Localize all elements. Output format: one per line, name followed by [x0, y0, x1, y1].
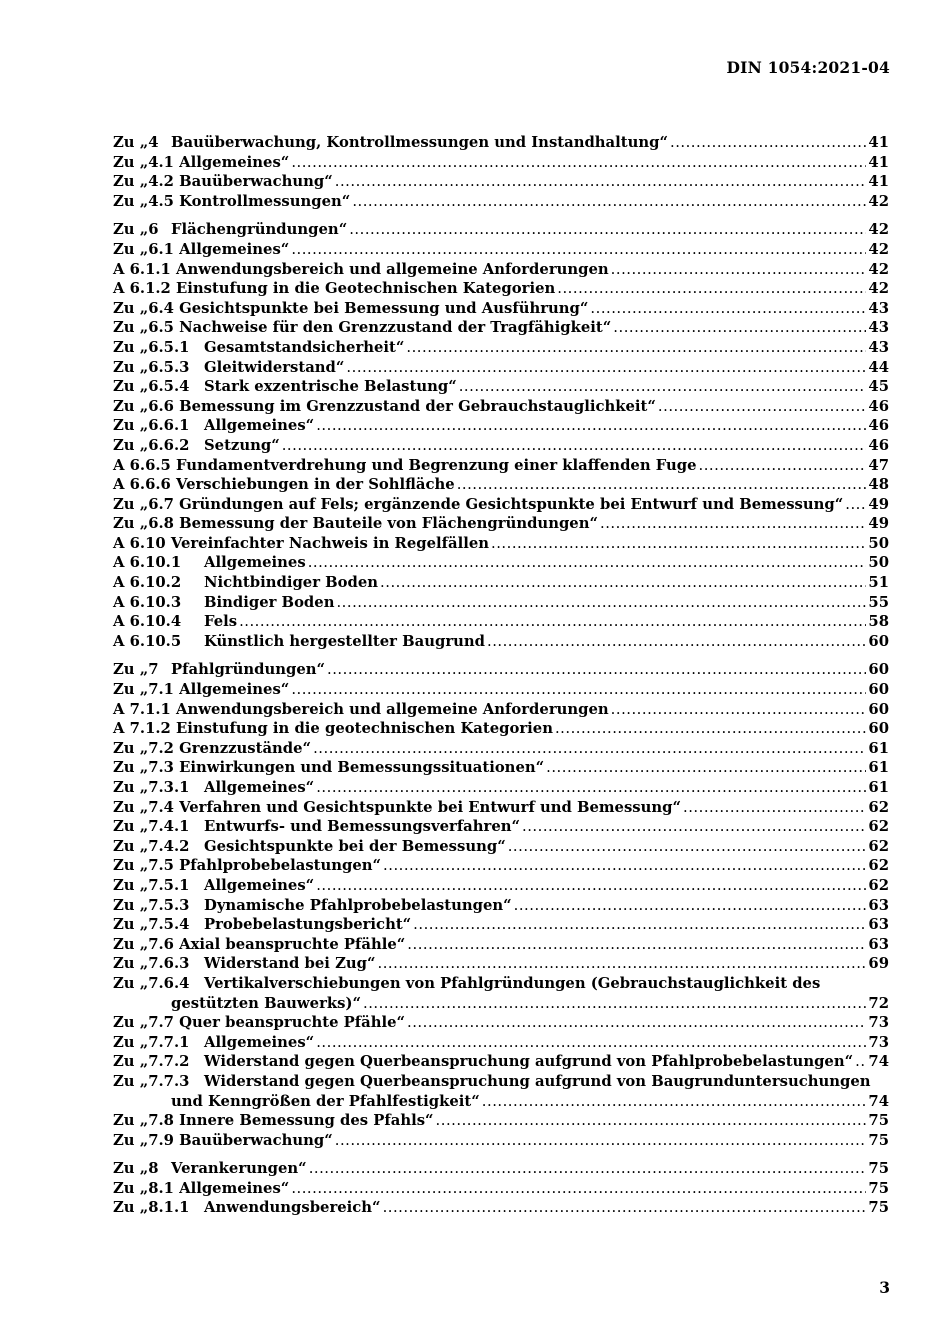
toc-entry[interactable]	[113, 397, 889, 417]
toc-entry-title: Bindiger Boden	[204, 593, 335, 611]
toc-leader-dots	[346, 358, 866, 378]
toc-entry-number: Zu „7.4.2	[113, 837, 190, 855]
toc-leader-dots	[436, 1111, 867, 1131]
toc-entry-page: 62	[868, 818, 889, 836]
toc-entry-title: Zu „7.8 Innere Bemessung des Pfahls“	[113, 1112, 434, 1130]
toc-leader-dots	[383, 856, 866, 876]
toc-leader-dots	[459, 377, 867, 397]
toc-entry[interactable]	[113, 1131, 889, 1151]
toc-leader-dots	[555, 719, 866, 739]
toc-entry-title: Allgemeines“	[204, 876, 315, 894]
toc-entry-number: Zu „7.5.1	[113, 876, 190, 894]
toc-entry-number: Zu „7.7.1	[113, 1033, 190, 1051]
toc-entry-title: Vertikalverschiebungen von Pfahlgründungen (Gebrauchstauglichkeit des	[204, 974, 821, 992]
toc-leader-dots	[309, 1159, 867, 1179]
toc-entry-number: Zu „6.5.3	[113, 358, 190, 376]
toc-entry-number: Zu „7.5.3	[113, 896, 190, 914]
page-number: 3	[879, 1278, 890, 1297]
toc-entry-title: Widerstand gegen Querbeanspruchung aufgrund von Baugrunduntersuchungen	[204, 1072, 871, 1090]
toc-entry[interactable]	[113, 896, 889, 916]
toc-entry-page: 42	[868, 280, 889, 298]
toc-entry[interactable]	[113, 1072, 889, 1092]
toc-entry-title: Gesamtstandsicherheit“	[204, 338, 405, 356]
toc-entry-page: 46	[868, 436, 889, 454]
toc-entry[interactable]	[113, 856, 889, 876]
toc-entry-page: 75	[868, 1112, 889, 1130]
toc-entry[interactable]	[113, 1198, 889, 1218]
toc-entry-number: Zu „7.3.1	[113, 779, 190, 796]
toc-leader-dots	[336, 593, 866, 613]
toc-entry-title: Dynamische Pfahlprobebelastungen“	[204, 896, 512, 914]
toc-entry-number: A 6.10.5	[113, 632, 182, 650]
toc-entry-page: 43	[868, 299, 889, 317]
toc-entry-page: 60	[868, 720, 889, 738]
toc-entry-page: 42	[868, 192, 889, 210]
toc-entry-page: 62	[868, 798, 889, 816]
toc-entry-title: Zu „7.1 Allgemeines“	[113, 681, 290, 699]
toc-entry-page: 42	[868, 260, 889, 278]
toc-leader-dots	[590, 299, 866, 319]
toc-leader-dots	[282, 436, 867, 456]
toc-entry-number: A 6.10.1	[113, 554, 182, 572]
toc-entry-title: Zu „6.1 Allgemeines“	[113, 240, 290, 258]
toc-leader-dots	[291, 1179, 866, 1199]
toc-entry-title: A 6.1.1 Anwendungsbereich und allgemeine Anforderungen	[113, 260, 609, 278]
toc-entry-title: Gesichtspunkte bei der Bemessung“	[204, 837, 506, 855]
toc-entry[interactable]	[113, 1159, 889, 1179]
toc-leader-dots	[683, 798, 866, 818]
toc-entry[interactable]	[113, 915, 889, 935]
toc-entry[interactable]	[113, 573, 889, 593]
toc-entry-title: Flächengründungen“	[171, 221, 348, 239]
toc-entry[interactable]	[113, 1179, 889, 1199]
toc-entry-number: Zu „7.6.4	[113, 974, 190, 992]
toc-entry-title: gestützten Bauwerks)“	[171, 994, 361, 1012]
toc-leader-dots	[291, 240, 866, 260]
toc-entry-number: A 6.10.2	[113, 574, 182, 592]
toc-entry[interactable]	[113, 954, 889, 974]
toc-leader-dots	[487, 632, 866, 652]
toc-entry[interactable]	[113, 534, 889, 554]
toc-leader-dots	[349, 220, 866, 240]
toc-entry-page: 75	[868, 1199, 889, 1217]
toc-leader-dots	[335, 1131, 867, 1151]
toc-entry-page: 50	[868, 554, 889, 572]
toc-entry-page: 75	[868, 1160, 889, 1178]
toc-entry-title: Zu „4.1 Allgemeines“	[113, 153, 290, 171]
toc-entry-title: Probebelastungsbericht“	[204, 916, 412, 934]
toc-entry-page: 62	[868, 857, 889, 875]
toc-entry-page: 75	[868, 1131, 889, 1149]
toc-entry[interactable]	[113, 798, 889, 818]
toc-entry[interactable]	[113, 338, 889, 358]
toc-entry-title: Zu „6.8 Bemessung der Bauteile von Flächengründungen“	[113, 515, 598, 533]
toc-entry[interactable]	[113, 436, 889, 456]
table-of-contents	[113, 133, 889, 1218]
toc-entry-number: Zu „7.5.4	[113, 916, 190, 934]
toc-entry[interactable]	[113, 876, 889, 896]
toc-entry-page: 60	[868, 700, 889, 718]
toc-entry-number: A 6.10.4	[113, 613, 182, 631]
toc-entry[interactable]	[113, 495, 889, 515]
toc-entry-title: Gleitwiderstand“	[204, 358, 345, 376]
toc-entry-number: Zu „8.1.1	[113, 1199, 190, 1217]
toc-entry-page: 49	[868, 495, 889, 513]
toc-leader-dots	[308, 553, 867, 573]
toc-entry-title: Zu „7.5 Pfahlprobebelastungen“	[113, 857, 382, 875]
toc-leader-dots	[491, 534, 866, 554]
toc-entry-page: 42	[868, 221, 889, 239]
toc-entry-title: A 6.10 Vereinfachter Nachweis in Regelfällen	[113, 534, 489, 552]
toc-entry-page: 42	[868, 240, 889, 258]
toc-entry[interactable]	[113, 377, 889, 397]
toc-leader-dots	[407, 1013, 866, 1033]
toc-entry-title: Zu „6.5 Nachweise für den Grenzzustand der Tragfähigkeit“	[113, 319, 612, 337]
toc-entry[interactable]	[113, 1052, 889, 1072]
toc-entry-page: 74	[868, 1053, 889, 1071]
toc-entry[interactable]	[113, 279, 889, 299]
toc-entry-number: Zu „7.6.3	[113, 955, 190, 973]
toc-entry-title: Widerstand bei Zug“	[204, 955, 376, 973]
toc-leader-dots	[327, 660, 866, 680]
toc-entry-title: Zu „7.4 Verfahren und Gesichtspunkte bei Entwurf und Bemessung“	[113, 798, 681, 816]
toc-entry-title: Zu „6.7 Gründungen auf Fels; ergänzende Gesichtspunkte bei Entwurf und Bemessung“	[113, 495, 844, 513]
toc-entry-title: Zu „6.4 Gesichtspunkte bei Bemessung und Ausführung“	[113, 299, 589, 317]
toc-entry-title: A 7.1.1 Anwendungsbereich und allgemeine Anforderungen	[113, 700, 609, 718]
toc-entry-title: Anwendungsbereich“	[204, 1199, 381, 1217]
toc-entry-page: 60	[868, 632, 889, 650]
toc-entry-title: Allgemeines“	[204, 779, 315, 796]
toc-entry-page: 43	[868, 319, 889, 337]
toc-entry-page: 46	[868, 397, 889, 415]
toc-entry[interactable]	[113, 318, 889, 338]
toc-entry-page: 46	[868, 417, 889, 435]
toc-entry[interactable]	[113, 632, 889, 652]
toc-entry-number: Zu „6.6.2	[113, 436, 190, 454]
toc-entry-page: 58	[868, 613, 889, 631]
toc-leader-dots	[407, 935, 866, 955]
toc-entry[interactable]	[113, 416, 889, 436]
toc-entry-page: 45	[868, 378, 889, 396]
toc-entry-title: Verankerungen“	[171, 1160, 307, 1178]
toc-entry-page: 41	[868, 134, 889, 151]
toc-entry-title: A 6.1.2 Einstufung in die Geotechnischen Kategorien	[113, 280, 556, 298]
toc-entry-number: Zu „6	[113, 221, 159, 239]
toc-entry-number: A 6.10.3	[113, 593, 182, 611]
toc-entry[interactable]	[113, 974, 889, 994]
toc-entry[interactable]	[113, 817, 889, 837]
toc-entry-title: Künstlich hergestellter Baugrund	[204, 632, 485, 650]
toc-entry-page: 74	[868, 1092, 889, 1110]
toc-entry-title: und Kenngrößen der Pfahlfestigkeit“	[171, 1092, 480, 1110]
toc-entry-title: Bauüberwachung, Kontrollmessungen und Instandhaltung“	[171, 134, 668, 151]
toc-entry-title: A 6.6.6 Verschiebungen in der Sohlfläche	[113, 476, 455, 494]
toc-entry[interactable]	[113, 153, 889, 173]
toc-entry[interactable]	[113, 358, 889, 378]
toc-leader-dots	[413, 915, 866, 935]
toc-leader-dots	[522, 817, 866, 837]
toc-entry-number: Zu „6.6.1	[113, 417, 190, 435]
toc-entry[interactable]	[113, 758, 889, 778]
toc-entry-title: A 7.1.2 Einstufung in die geotechnischen Kategorien	[113, 720, 553, 738]
toc-entry-page: 60	[868, 661, 889, 679]
toc-entry-page: 61	[868, 779, 889, 796]
toc-entry[interactable]	[113, 612, 889, 632]
toc-entry-title: Zu „6.6 Bemessung im Grenzzustand der Gebrauchstauglichkeit“	[113, 397, 656, 415]
toc-entry[interactable]	[113, 553, 889, 573]
toc-entry-title: Zu „4.2 Bauüberwachung“	[113, 173, 333, 191]
toc-leader-dots	[316, 778, 866, 798]
toc-leader-dots	[845, 495, 866, 515]
toc-entry-title: Allgemeines	[204, 554, 306, 572]
toc-entry-page: 63	[868, 916, 889, 934]
toc-entry[interactable]	[113, 1033, 889, 1053]
toc-entry[interactable]	[113, 299, 889, 319]
toc-leader-dots	[291, 153, 866, 173]
toc-leader-dots	[313, 739, 866, 759]
toc-entry-title: Zu „7.6 Axial beanspruchte Pfähle“	[113, 935, 406, 953]
toc-entry[interactable]	[113, 172, 889, 192]
toc-leader-dots	[406, 338, 866, 358]
toc-entry-page: 73	[868, 1014, 889, 1032]
toc-leader-dots	[239, 612, 866, 632]
toc-entry-page: 44	[868, 358, 889, 376]
toc-entry[interactable]	[113, 994, 889, 1014]
toc-entry-title: Allgemeines“	[204, 417, 315, 435]
toc-entry-page: 43	[868, 338, 889, 356]
toc-entry-title: Zu „7.9 Bauüberwachung“	[113, 1131, 333, 1149]
toc-entry-page: 50	[868, 534, 889, 552]
toc-entry-page: 69	[868, 955, 889, 973]
toc-leader-dots	[514, 896, 867, 916]
toc-entry[interactable]	[113, 660, 889, 680]
toc-leader-dots	[352, 192, 866, 212]
toc-entry-page: 62	[868, 837, 889, 855]
toc-leader-dots	[363, 994, 866, 1014]
toc-entry[interactable]	[113, 456, 889, 476]
toc-leader-dots	[380, 573, 866, 593]
toc-entry-number: Zu „7.7.3	[113, 1072, 190, 1090]
toc-leader-dots	[316, 1033, 866, 1053]
toc-entry-page: 63	[868, 935, 889, 953]
toc-entry-title: Setzung“	[204, 436, 280, 454]
document-id: DIN 1054:2021-04	[726, 58, 890, 77]
toc-leader-dots	[291, 680, 866, 700]
toc-entry-number: Zu „6.5.1	[113, 338, 190, 356]
toc-entry[interactable]	[113, 514, 889, 534]
toc-entry[interactable]	[113, 260, 889, 280]
toc-entry[interactable]	[113, 739, 889, 759]
toc-entry-number: Zu „8	[113, 1160, 159, 1178]
toc-entry-title: Entwurfs- und Bemessungsverfahren“	[204, 818, 521, 836]
toc-entry[interactable]	[113, 719, 889, 739]
toc-entry-title: Widerstand gegen Querbeanspruchung aufgrund von Pfahlprobebelastungen“	[204, 1053, 854, 1071]
toc-entry-title: Zu „4.5 Kontrollmessungen“	[113, 192, 351, 210]
toc-entry[interactable]	[113, 240, 889, 260]
toc-entry-title: Allgemeines“	[204, 1033, 315, 1051]
toc-entry-page: 49	[868, 515, 889, 533]
toc-entry-title: Fels	[204, 613, 238, 631]
toc-leader-dots	[557, 279, 866, 299]
toc-leader-dots	[546, 758, 866, 778]
toc-entry-page: 63	[868, 896, 889, 914]
toc-entry-page: 62	[868, 876, 889, 894]
toc-leader-dots	[611, 260, 867, 280]
toc-entry-number: Zu „4	[113, 134, 159, 151]
toc-entry-page: 47	[868, 456, 889, 474]
toc-leader-dots	[670, 133, 866, 153]
toc-entry[interactable]	[113, 935, 889, 955]
toc-entry-number: Zu „7.4.1	[113, 818, 190, 836]
toc-entry-number: Zu „7.7.2	[113, 1053, 190, 1071]
toc-entry-page: 73	[868, 1033, 889, 1051]
toc-entry-page: 60	[868, 681, 889, 699]
toc-leader-dots	[457, 475, 867, 495]
toc-entry[interactable]	[113, 192, 889, 212]
toc-entry-number: Zu „6.5.4	[113, 378, 190, 396]
toc-entry-page: 41	[868, 173, 889, 191]
toc-leader-dots	[508, 837, 867, 857]
toc-entry[interactable]	[113, 133, 889, 153]
toc-leader-dots	[699, 456, 867, 476]
toc-entry-title: Zu „7.7 Quer beanspruchte Pfähle“	[113, 1014, 406, 1032]
toc-entry[interactable]	[113, 593, 889, 613]
toc-entry-title: Pfahlgründungen“	[171, 661, 326, 679]
toc-leader-dots	[613, 318, 866, 338]
toc-leader-dots	[611, 700, 867, 720]
toc-entry-page: 75	[868, 1179, 889, 1197]
toc-entry-title: Zu „7.3 Einwirkungen und Bemessungssituationen“	[113, 759, 545, 777]
toc-entry-page: 61	[868, 739, 889, 757]
toc-entry[interactable]	[113, 837, 889, 857]
toc-entry[interactable]	[113, 700, 889, 720]
toc-leader-dots	[335, 172, 867, 192]
toc-leader-dots	[378, 954, 867, 974]
toc-entry-page: 48	[868, 476, 889, 494]
toc-entry-title: Zu „7.2 Grenzzustände“	[113, 739, 312, 757]
toc-leader-dots	[855, 1052, 866, 1072]
toc-entry[interactable]	[113, 680, 889, 700]
toc-entry-title: Nichtbindiger Boden	[204, 574, 379, 592]
toc-entry-page: 41	[868, 153, 889, 171]
toc-entry-page: 72	[868, 994, 889, 1012]
toc-leader-dots	[383, 1198, 867, 1218]
toc-entry-page: 55	[868, 593, 889, 611]
toc-entry[interactable]	[113, 1111, 889, 1131]
toc-entry-page: 61	[868, 759, 889, 777]
toc-entry-title: Stark exzentrische Belastung“	[204, 378, 457, 396]
toc-leader-dots	[658, 397, 867, 417]
toc-entry-page: 51	[868, 574, 889, 592]
toc-leader-dots	[482, 1092, 867, 1112]
toc-entry[interactable]	[113, 220, 889, 240]
toc-entry[interactable]	[113, 778, 889, 798]
toc-entry-number: Zu „7	[113, 661, 159, 679]
toc-entry-title: Zu „8.1 Allgemeines“	[113, 1179, 290, 1197]
toc-entry[interactable]	[113, 475, 889, 495]
toc-leader-dots	[316, 416, 866, 436]
toc-leader-dots	[600, 514, 866, 534]
toc-entry[interactable]	[113, 1013, 889, 1033]
toc-entry[interactable]	[113, 1092, 889, 1112]
toc-entry-title: A 6.6.5 Fundamentverdrehung und Begrenzung einer klaffenden Fuge	[113, 456, 697, 474]
toc-leader-dots	[316, 876, 866, 896]
